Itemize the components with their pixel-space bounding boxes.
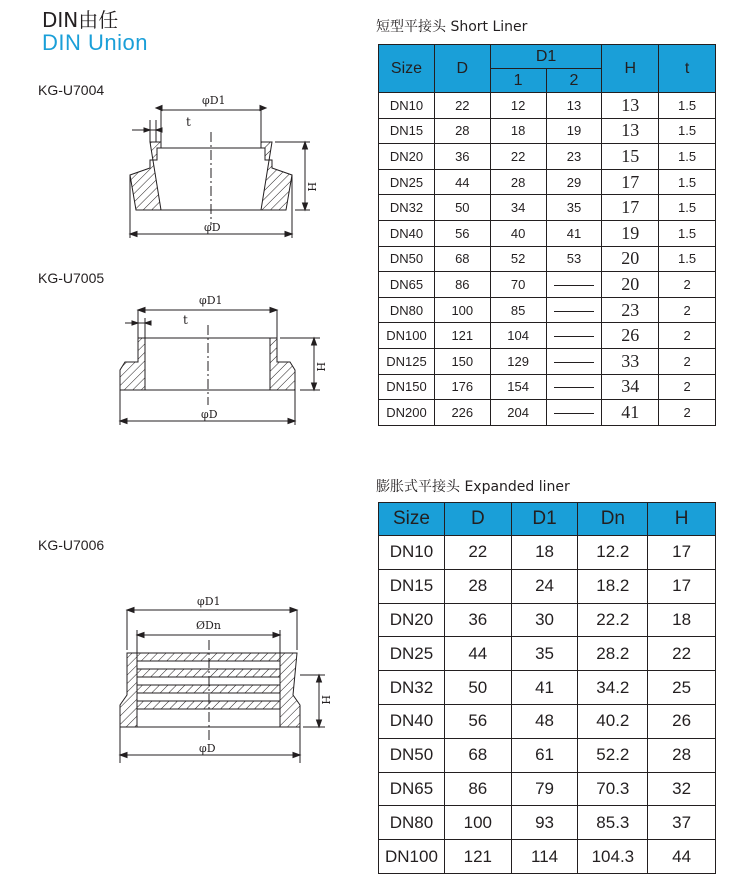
table-cell: 150 xyxy=(434,348,490,374)
label-h: H xyxy=(305,182,318,192)
table-cell: 52.2 xyxy=(578,738,648,772)
table-cell: 41 xyxy=(511,671,578,705)
table-cell: 17 xyxy=(648,536,716,570)
header-cell: H xyxy=(648,503,716,536)
table-cell: DN65 xyxy=(379,772,445,806)
header-d1-2: 2 xyxy=(546,69,602,93)
table-cell: 34 xyxy=(490,195,546,221)
table-cell: 13 xyxy=(602,93,659,119)
label-dn: ØDn xyxy=(196,619,221,632)
page-title-cn: DIN由任 xyxy=(42,8,119,32)
table-cell: 2 xyxy=(659,374,716,400)
table-cell: 93 xyxy=(511,806,578,840)
model-label-u7006: KG-U7006 xyxy=(38,537,105,553)
expanded-liner-caption: 膨胀式平接头 Expanded liner xyxy=(376,479,570,495)
table-cell: 56 xyxy=(434,220,490,246)
table-row xyxy=(379,637,716,671)
table-cell: 104.3 xyxy=(578,840,648,874)
label-t: t xyxy=(186,115,191,129)
table-cell: 18.2 xyxy=(578,569,648,603)
table-cell: 22 xyxy=(434,93,490,119)
table-cell: 34 xyxy=(602,374,659,400)
table-cell: 79 xyxy=(511,772,578,806)
table-cell: 226 xyxy=(434,400,490,426)
table-cell: 41 xyxy=(602,400,659,426)
short-liner-caption: 短型平接头 Short Liner xyxy=(376,19,528,35)
header-cell: Dn xyxy=(578,503,648,536)
table-row xyxy=(379,144,716,170)
table-cell: 86 xyxy=(434,272,490,298)
label-d1: φD1 xyxy=(202,94,226,107)
table-cell: 28 xyxy=(490,169,546,195)
table-cell: DN10 xyxy=(379,536,445,570)
table-cell: 12.2 xyxy=(578,536,648,570)
short-liner-table xyxy=(378,44,716,426)
table-cell: DN15 xyxy=(379,118,435,144)
table-cell xyxy=(546,272,602,298)
table-cell: 22 xyxy=(648,637,716,671)
table-cell: 20 xyxy=(602,272,659,298)
table-row xyxy=(379,671,716,705)
header-t: t xyxy=(659,45,716,93)
table-cell: 204 xyxy=(490,400,546,426)
table-cell xyxy=(546,374,602,400)
table-row xyxy=(379,603,716,637)
table-row xyxy=(379,118,716,144)
table-cell: 34.2 xyxy=(578,671,648,705)
dash-mark xyxy=(554,413,594,414)
table-cell: 1.5 xyxy=(659,195,716,221)
table-cell: DN25 xyxy=(379,169,435,195)
table-cell: 44 xyxy=(444,637,511,671)
table-row xyxy=(379,169,716,195)
table-cell: 85.3 xyxy=(578,806,648,840)
table-cell: 1.5 xyxy=(659,144,716,170)
table-row xyxy=(379,772,716,806)
header-d1: D1 xyxy=(490,45,602,69)
label-h: H xyxy=(319,695,332,705)
table-cell: 19 xyxy=(602,220,659,246)
table-cell: 154 xyxy=(490,374,546,400)
header-cell: Size xyxy=(379,503,445,536)
dash-mark xyxy=(554,311,594,312)
label-d1: φD1 xyxy=(197,595,221,608)
table-cell: 28 xyxy=(444,569,511,603)
table-cell: 100 xyxy=(444,806,511,840)
table-cell: 15 xyxy=(602,144,659,170)
table-cell: 121 xyxy=(434,323,490,349)
table-cell: 18 xyxy=(490,118,546,144)
table-cell: DN25 xyxy=(379,637,445,671)
table-cell: 30 xyxy=(511,603,578,637)
table-cell: 26 xyxy=(648,704,716,738)
table-cell: 22 xyxy=(490,144,546,170)
table-cell: 44 xyxy=(648,840,716,874)
dash-mark xyxy=(554,285,594,286)
table-cell: DN150 xyxy=(379,374,435,400)
dash-mark xyxy=(554,336,594,337)
table-cell: DN32 xyxy=(379,195,435,221)
table-cell: 17 xyxy=(602,195,659,221)
table-cell: 36 xyxy=(434,144,490,170)
table-cell: 19 xyxy=(546,118,602,144)
table-cell: 48 xyxy=(511,704,578,738)
table-row xyxy=(379,840,716,874)
header-cell: D xyxy=(444,503,511,536)
label-d: φD xyxy=(199,742,216,755)
table-cell: 2 xyxy=(659,272,716,298)
table-cell: 24 xyxy=(511,569,578,603)
table-cell: 85 xyxy=(490,297,546,323)
table-cell: 18 xyxy=(648,603,716,637)
table-cell: 35 xyxy=(511,637,578,671)
table-cell: 1.5 xyxy=(659,220,716,246)
label-d: φD xyxy=(201,408,218,421)
table-cell: 20 xyxy=(602,246,659,272)
table-cell: 26 xyxy=(602,323,659,349)
table-cell: DN40 xyxy=(379,704,445,738)
table-cell: 1.5 xyxy=(659,169,716,195)
drawing-u7005 xyxy=(105,290,335,430)
table-cell: 50 xyxy=(444,671,511,705)
table-cell: DN32 xyxy=(379,671,445,705)
table-cell: 37 xyxy=(648,806,716,840)
table-row xyxy=(379,323,716,349)
dash-mark xyxy=(554,362,594,363)
table-cell: DN40 xyxy=(379,220,435,246)
table-cell: 121 xyxy=(444,840,511,874)
table-row xyxy=(379,195,716,221)
table-row xyxy=(379,246,716,272)
label-h: H xyxy=(314,362,327,372)
table-cell: 100 xyxy=(434,297,490,323)
table-cell: 1.5 xyxy=(659,118,716,144)
table-cell xyxy=(546,348,602,374)
table-cell: 28 xyxy=(648,738,716,772)
table-row xyxy=(379,348,716,374)
table-cell: DN100 xyxy=(379,323,435,349)
table-cell: 68 xyxy=(434,246,490,272)
label-d: φD xyxy=(204,221,221,234)
table-cell: 40 xyxy=(490,220,546,246)
table-cell: 104 xyxy=(490,323,546,349)
table-cell: 129 xyxy=(490,348,546,374)
table-cell: 52 xyxy=(490,246,546,272)
table-cell: 2 xyxy=(659,348,716,374)
table-row xyxy=(379,569,716,603)
table-cell: 1.5 xyxy=(659,93,716,119)
page-title-en: DIN Union xyxy=(42,30,148,55)
table-cell: 86 xyxy=(444,772,511,806)
table-cell: 2 xyxy=(659,400,716,426)
model-label-u7005: KG-U7005 xyxy=(38,270,105,286)
table-cell: DN80 xyxy=(379,297,435,323)
table-cell: 50 xyxy=(434,195,490,221)
table-cell: 2 xyxy=(659,323,716,349)
table-cell: 22.2 xyxy=(578,603,648,637)
table-cell: 53 xyxy=(546,246,602,272)
table-cell: 29 xyxy=(546,169,602,195)
table-cell: 1.5 xyxy=(659,246,716,272)
table-row xyxy=(379,220,716,246)
table-cell: 23 xyxy=(546,144,602,170)
table-cell xyxy=(546,323,602,349)
table-cell: 2 xyxy=(659,297,716,323)
table-cell: 28 xyxy=(434,118,490,144)
table-cell: 56 xyxy=(444,704,511,738)
expanded-liner-table xyxy=(378,502,716,874)
table-cell: 41 xyxy=(546,220,602,246)
table-cell: DN20 xyxy=(379,144,435,170)
table-row xyxy=(379,806,716,840)
table-cell: DN15 xyxy=(379,569,445,603)
table-cell: DN125 xyxy=(379,348,435,374)
table-cell: 61 xyxy=(511,738,578,772)
table-cell: DN100 xyxy=(379,840,445,874)
table-row xyxy=(379,704,716,738)
table-cell: 40.2 xyxy=(578,704,648,738)
table-cell: 44 xyxy=(434,169,490,195)
table-row xyxy=(379,374,716,400)
table-cell: 35 xyxy=(546,195,602,221)
table-cell: 32 xyxy=(648,772,716,806)
table-cell: DN200 xyxy=(379,400,435,426)
table-cell: 12 xyxy=(490,93,546,119)
table-cell: DN10 xyxy=(379,93,435,119)
table-cell: DN50 xyxy=(379,738,445,772)
table-cell: 23 xyxy=(602,297,659,323)
label-d1: φD1 xyxy=(199,294,223,307)
table-cell: 70.3 xyxy=(578,772,648,806)
table-cell: 13 xyxy=(546,93,602,119)
table-cell: DN80 xyxy=(379,806,445,840)
header-d1-1: 1 xyxy=(490,69,546,93)
table-cell: 33 xyxy=(602,348,659,374)
table-cell: 68 xyxy=(444,738,511,772)
table-cell: 36 xyxy=(444,603,511,637)
table-row xyxy=(379,536,716,570)
label-t: t xyxy=(183,313,188,327)
table-row xyxy=(379,93,716,119)
table-cell: DN50 xyxy=(379,246,435,272)
table-cell: 70 xyxy=(490,272,546,298)
table-cell: 17 xyxy=(648,569,716,603)
table-cell: DN20 xyxy=(379,603,445,637)
dash-mark xyxy=(554,387,594,388)
header-h: H xyxy=(602,45,659,93)
table-row xyxy=(379,400,716,426)
header-size: Size xyxy=(379,45,435,93)
table-cell: 13 xyxy=(602,118,659,144)
drawing-u7006 xyxy=(105,595,335,765)
table-row xyxy=(379,738,716,772)
table-cell: 17 xyxy=(602,169,659,195)
table-cell xyxy=(546,297,602,323)
table-cell: 28.2 xyxy=(578,637,648,671)
table-cell: 114 xyxy=(511,840,578,874)
header-cell: D1 xyxy=(511,503,578,536)
drawing-u7004 xyxy=(110,90,330,250)
table-row xyxy=(379,272,716,298)
header-d: D xyxy=(434,45,490,93)
table-cell: 18 xyxy=(511,536,578,570)
table-row xyxy=(379,297,716,323)
table-cell: 25 xyxy=(648,671,716,705)
table-cell xyxy=(546,400,602,426)
model-label-u7004: KG-U7004 xyxy=(38,82,105,98)
table-cell: 176 xyxy=(434,374,490,400)
table-cell: DN65 xyxy=(379,272,435,298)
table-cell: 22 xyxy=(444,536,511,570)
